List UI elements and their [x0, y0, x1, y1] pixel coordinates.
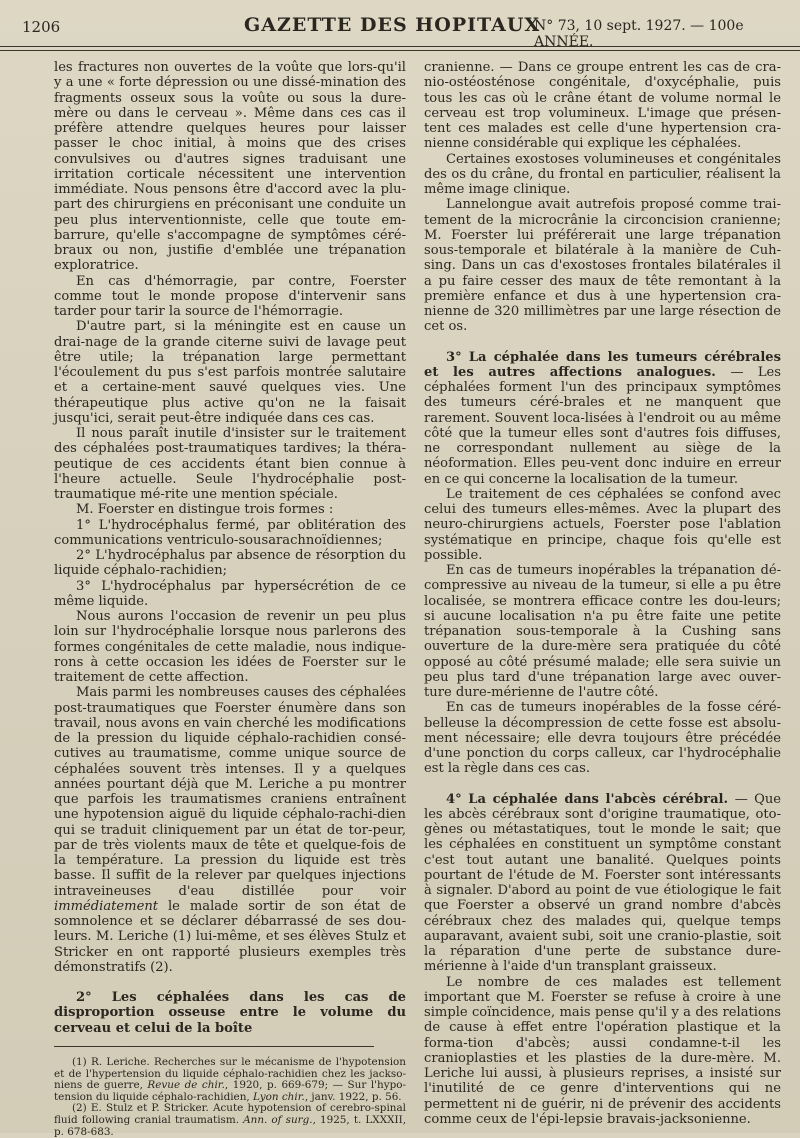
paragraph: 3° L'hydrocéphalus par hypersécrétion de ce même liquide. [54, 578, 406, 609]
paragraph: cranienne. — Dans ce groupe entrent les cas de cra-nio-ostéosténose congénitale, d'oxycéphalie, puis tous les cas où le crâne étant de volume normal le cerveau est trop volumineux. L'image que présen-tent ces malades est celle d'une hypertension cra-nienne considérable qui explique les céphalées. [424, 60, 781, 152]
section-heading [424, 350, 781, 487]
header-rule-top [0, 46, 800, 47]
paragraph: Nous aurons l'occasion de revenir un peu plus loin sur l'hydrocéphalie lorsque nous parlerons des formes congénitales de cette maladie, nous indique-rons à cette occasion les idées de Foerster sur le traitement de cette affection. [54, 609, 406, 685]
text-run: Mais parmi les nombreuses causes des céphalées post-traumatiques que Foerster énumère dans son travail, nous avons en vain cherché les modifications de la pression du liquide céphalo-rachidien consé-cutives au traumatisme, comme unique source de céphalées souvent très intenses. Il y a quelques années pourtant déjà que M. Leriche a pu montrer que parfois les traumatismes craniens entraînent une hypotension aiguë du liquide céphalo-rachi-dien qui se traduit cliniquement par un état de tor-peur, par de très violents maux de tête et quelque-fois de la température. La pression du liquide est très basse. Il suffit de la relever par quelques injections intraveineuses d'eau distillée pour voir [54, 685, 406, 899]
text-run: , 1925, t. LXXXII, p. 678-683. [54, 1113, 406, 1138]
paragraph: En cas de tumeurs inopérables la trépanation dé-compressive au niveau de la tumeur, si elle a pu être localisée, se montrera efficace contre les dou-leurs; si aucune localisation n'a pu être faite une petite trépanation sous-temporale à la Cushing sans ouverture de la dure-mère sera pratiquée du côté opposé au côté présumé malade; elle sera suivie un peu plus tard d'une trépanation large avec ouver-ture dure-mérienne de l'autre côté. [424, 563, 781, 700]
heading-bold: 4° La céphalée dans l'abcès cérébral. [446, 791, 729, 807]
paragraph: Lannelongue avait autrefois proposé comme trai-tement de la microcrânie la circoncision cranienne; M. Foerster lui préférerait une large trépanation sous-temporale et bilatérale à la manière de Cuh-sing. Dans un cas d'exostoses frontales bilatérales il a pu faire cesser des maux de tête remontant à la première enfance et dus à une hypertension cra-nienne de 320 millimètres par une large résection de cet os. [424, 197, 781, 335]
paragraph: les fractures non ouvertes de la voûte que lors-qu'il y a une « forte dépression ou une dissé-mination des fragments osseux sous la voûte ou sous la dure-mère ou dans le cerveau ». Même dans ces cas il préfère attendre quelques heures pour laisser passer le choc initial, à moins que des crises convulsives ou d'autres signes traduisant une irritation corticale nécessitent une intervention immédiate. Nous pensons être d'accord avec la plu-part des chirurgiens en préconisant une conduite un peu plus interventionniste, celle que toute em-barrure, qu'elle s'accompagne de symptômes céré-braux ou non, justifie d'emblée une trépanation exploratrice. [54, 60, 406, 274]
paragraph: Le nombre de ces malades est tellement important que M. Foerster se refuse à croire à une simple coïncidence, mais pense qu'il y a des relations de cause à effet entre l'opération plastique et la forma-tion d'abcès; aussi condamne-t-il les cranioplasties et les plasties de la dure-mère. M. Leriche lui aussi, à plusieurs reprises, a insisté sur l'inutilité de ce genre d'interventions qui ne permettent ni de guérir, ni de prévenir des accidents comme ceux de l'épi-lepsie bravais-jacksonienne. [424, 974, 781, 1127]
paragraph: D'autre part, si la méningite est en cause un drai-nage de la grande citerne suivi de lavage peut être utile; la trépanation large permettant l'écoulement du pus s'est parfois montrée salutaire et a certaine-ment sauvé quelques vies. Une thérapeutique plus active qu'on ne la faisait jusqu'ici, serait peut-être indiquée dans ces cas. [54, 319, 406, 426]
heading-bold: 3° La céphalée dans les tumeurs cérébrales et les autres affections analogues. [424, 349, 781, 380]
text-run: , 1920, p. 669-679; — Sur l'hypo-tension du liquide céphalo-rachidien, [54, 1079, 406, 1103]
italic-text: Revue de chir. [147, 1079, 225, 1092]
journal-title: GAZETTE DES HOPITAUX [244, 14, 541, 36]
paragraph: Certaines exostoses volumineuses et congénitales des os du crâne, du frontal en particulier, réalisent la même image clinique. [424, 151, 781, 197]
footnotes [54, 1057, 406, 1138]
italic-text: Ann. of surg. [243, 1113, 313, 1126]
paragraph: En cas d'hémorragie, par contre, Foerster comme tout le monde propose d'intervenir sans tarder pour tarir la source de l'hémorragie. [54, 273, 406, 319]
paragraph: En cas de tumeurs inopérables de la fosse céré-belleuse la décompression de cette fosse est absolu-ment nécessaire; elle devra toujours être précédée d'une ponction du corps calleux, car l'hydrocéphalie est la règle dans ces cas. [424, 700, 781, 777]
text-run: (1) R. Leriche. Recherches sur le mécanisme de l'hypotension et de l'hypertension du liquide céphalo-rachidien chez les jackso-niens de guerre, [54, 1056, 406, 1092]
page-number: 1206 [22, 18, 61, 36]
paragraph: M. Foerster en distingue trois formes : [76, 502, 334, 518]
paragraph: 1° L'hydrocéphalus fermé, par oblitération des communications ventriculo-sousarachnoïdiennes; [54, 517, 406, 548]
section-heading [424, 792, 781, 975]
page-header [0, 6, 800, 50]
footnote-rule [54, 1046, 374, 1047]
text-run: , janv. 1922, p. 56. [304, 1090, 402, 1103]
footnote [54, 1057, 406, 1103]
header-rule-bottom [0, 50, 800, 51]
paragraph: 2° L'hydrocéphalus par absence de résorption du liquide céphalo-rachidien; [54, 548, 406, 579]
paragraph: Le traitement de ces céphalées se confond avec celui des tumeurs elles-mêmes. Avec la plupart des neuro-chirurgiens actuels, Foerster pose l'ablation systématique en principe, chaque fois qu'elle est possible. [424, 486, 781, 563]
heading-text: — Que les abcès cérébraux sont d'origine traumatique, oto-gènes ou métastatiques, tout le monde le sait; que les céphalées en constituent un symptôme constant c'est tout autant une banalité. Quelques points pourtant de l'étude de M. Foerster sont intéressants à signaler. D'abord au point de vue étiologique le fait que Foerster a observé un grand nombre d'abcès cérébraux chez des malades qui, quelque temps auparavant, avaient subi, soit une cranio-plastie, soit la réparation d'une perte de substance dure-mérienne à l'aide d'un transplant graisseux. [424, 791, 782, 975]
text-run: (2) E. Stulz et P. Stricker. Acute hypotension of cerebro-spinal fluid following cranial traumatism. [54, 1102, 406, 1126]
italic-text: immédiatement [54, 898, 159, 914]
paragraph: Il nous paraît inutile d'insister sur le traitement des céphalées post-traumatiques tardives; la théra-peutique de ces accidents étant bien connue à l'heure actuelle. Seule l'hydrocéphalie post-traumatique mé-rite une mention spéciale. [54, 426, 406, 502]
issue-info: N° 73, 10 sept. 1927. — 100e ANNÉE. [534, 18, 744, 50]
heading-text: — Les céphalées forment l'un des principaux symptômes des tumeurs céré-brales et ne manquent que rarement. Souvent loca-lisées à l'endroit ou au même côté que la tumeur elles sont d'autres fois diffuses, ne correspondant nullement au siège de la néoformation. Elles peu-vent donc induire en erreur en ce qui concerne la localisation de la tumeur. [424, 364, 781, 487]
left-column [54, 60, 406, 1036]
right-column [424, 60, 781, 1127]
section-heading: 2° Les céphalées dans les cas de disproportion osseuse entre le volume du cerveau et celui de la boîte [54, 990, 406, 1036]
italic-text: Lyon chir. [253, 1090, 305, 1103]
text-run: le malade sortir de son état de somnolence et se déclarer débarrassé de ses dou-leurs. M. Leriche (1) lui-même, et ses élèves Stulz et Stricker en ont rapporté plusieurs exemples très démonstratifs (2). [54, 898, 406, 975]
paragraph [54, 685, 406, 975]
